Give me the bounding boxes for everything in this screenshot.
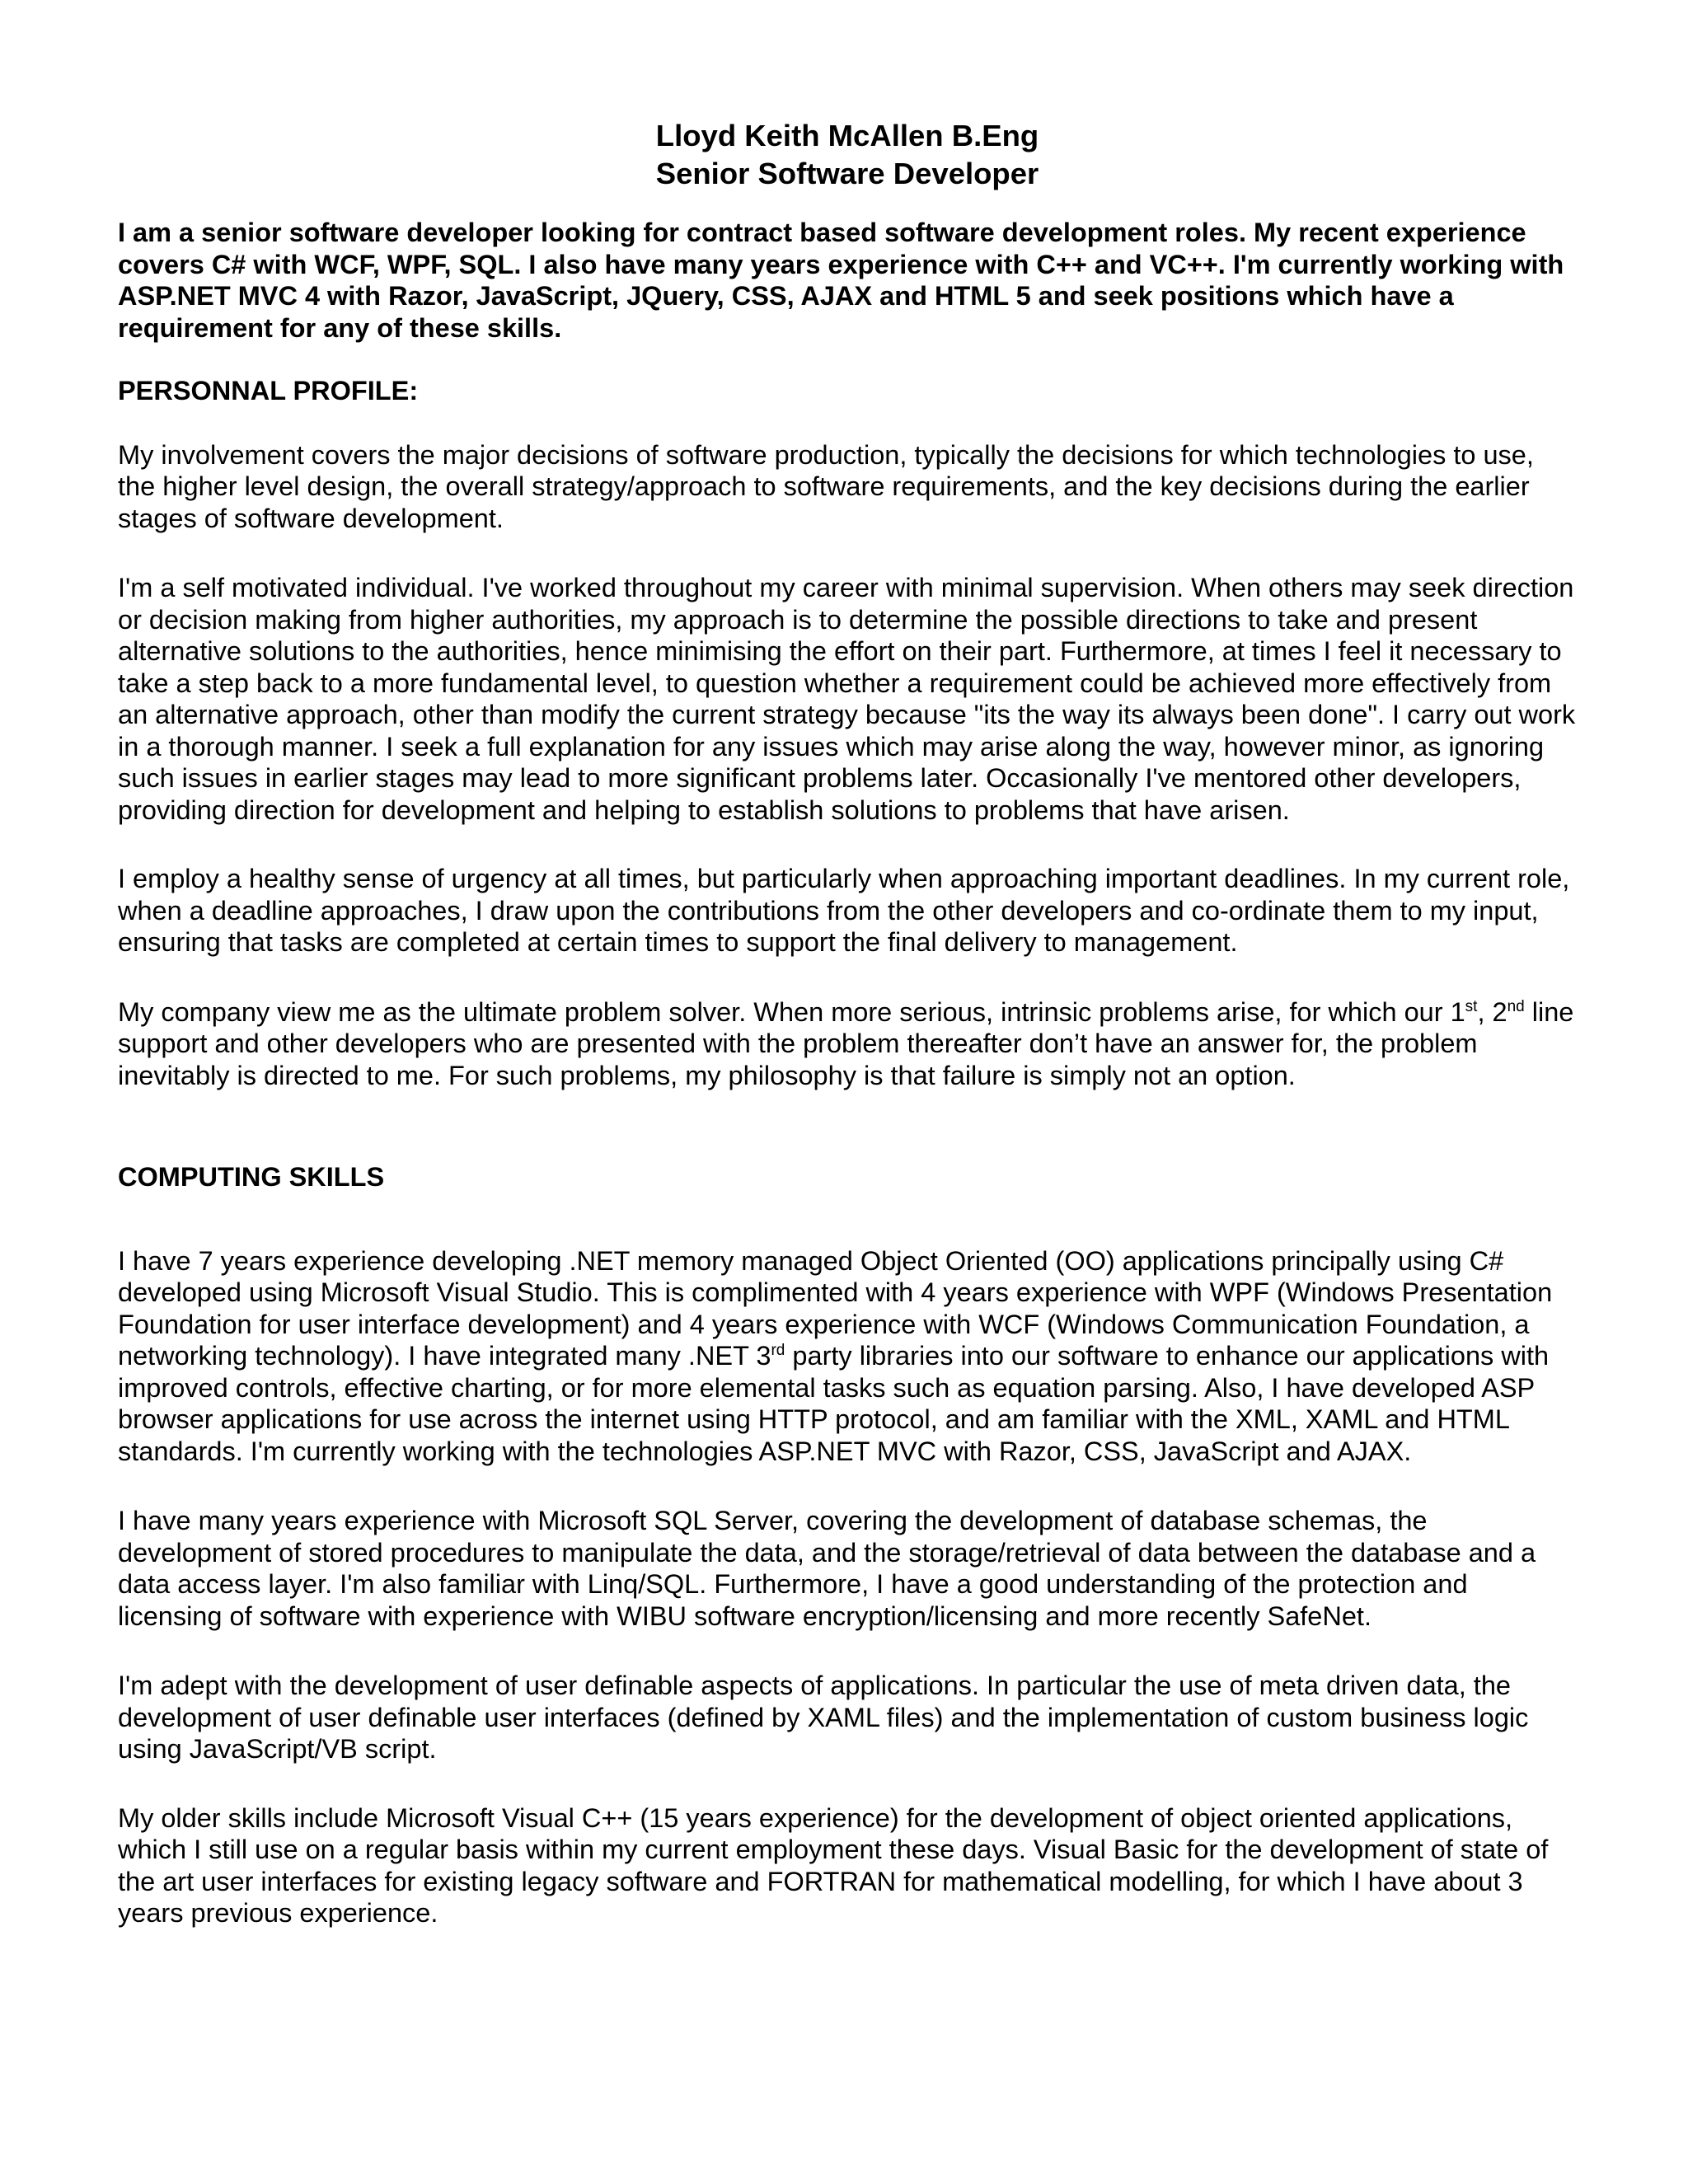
skills-paragraph-4: My older skills include Microsoft Visual C++ (15 years experience) for the development of object oriented applications, which I still use on a regular basis within my current employment these days. Visual Basic for the development of state of the art user interfaces for existing legacy software and FORTRAN for mathematical modelling, for which I have about 3 years previous experience. <box>118 1802 1549 1928</box>
profile-paragraph-1: My involvement covers the major decisions of software production, typically the decisions for which technologies to use, the higher level design, the overall strategy/approach to software requirements, and the key decisions during the earlier stages of software development. <box>118 439 1534 533</box>
profile-paragraph-2: I'm a self motivated individual. I've worked throughout my career with minimal supervision. When others may seek direction or decision making from higher authorities, my approach is to determine the possible directions to take and present alternative solutions to the authorities, hence minimising the effort on their part. Furthermore, at times I feel it necessary to take a step back to a more fundamental level, to question whether a requirement could be achieved more effectively from an alternative approach, other than modify the current strategy because "its the way its always been done". I carry out work in a thorough manner. I seek a full explanation for any issues which may arise along the way, however minor, as ignoring such issues in earlier stages may lead to more significant problems later. Occasionally I've mentored other developers, providing direction for development and helping to establish solutions to problems that have arisen. <box>118 573 1576 825</box>
skills-paragraph-1 <box>118 1245 1577 1468</box>
profile-paragraph-3: I employ a healthy sense of urgency at all times, but particularly when approaching important deadlines. In my current role, when a deadline approaches, I draw upon the contributions from the other developers and co-ordinate them to my input, ensuring that tasks are completed at certain times to support the final delivery to management. <box>118 864 1570 957</box>
ordinal-superscript-nd: nd <box>1507 997 1525 1015</box>
job-title: Senior Software Developer <box>655 157 1039 190</box>
cv-page <box>118 117 1577 1929</box>
profile-heading: PERSONNAL PROFILE: <box>118 376 419 405</box>
skills-heading: COMPUTING SKILLS <box>118 1162 385 1192</box>
skills-paragraph-1-text-a: I have 7 years experience developing .NET memory managed Object Oriented (OO) applications principally using C# developed using Microsoft Visual Studio. This is complimented with 4 years experience with WPF (Windows Presentation Foundation for user interface development) and 4 years experience with WCF (Windows Communication Foundation, a networking technology). I have integrated many .NET 3 <box>118 1245 1553 1371</box>
profile-paragraph-4-text-b: , 2 <box>1477 996 1507 1027</box>
profile-paragraph-4-text-a: My company view me as the ultimate problem solver. When more serious, intrinsic problems arise, for which our 1 <box>118 996 1465 1027</box>
intro-summary: I am a senior software developer looking for contract based software development roles. My recent experience covers C# with WCF, WPF, SQL. I also have many years experience with C++ and VC++. I'm currently working with ASP.NET MVC 4 with Razor, JavaScript, JQuery, CSS, AJAX and HTML 5 and seek positions which have a requirement for any of these skills. <box>118 218 1564 343</box>
profile-paragraph-4-text-c: line support and other developers who are presented with the problem thereafter don’t have an answer for, the problem inevitably is directed to me. For such problems, my philosophy is that failure is simply not an option. <box>118 996 1574 1090</box>
profile-paragraph-4 <box>118 996 1577 1092</box>
cv-header <box>118 117 1577 193</box>
skills-paragraph-1-text-b: party libraries into our software to enhance our applications with improved controls, effective charting, or for more elemental tasks such as equation parsing. Also, I have developed ASP browser applications for use across the internet using HTTP protocol, and am familiar with the XML, XAML and HTML standards. I'm currently working with the technologies ASP.NET MVC with Razor, CSS, JavaScript and AJAX. <box>118 1341 1550 1466</box>
ordinal-superscript-st: st <box>1465 997 1478 1015</box>
ordinal-superscript-rd: rd <box>771 1342 785 1359</box>
skills-paragraph-3: I'm adept with the development of user definable aspects of applications. In particular the use of meta driven data, the development of user definable user interfaces (defined by XAML files) and the implementation of custom business logic using JavaScript/VB script. <box>118 1671 1529 1764</box>
applicant-name: Lloyd Keith McAllen B.Eng <box>655 119 1039 152</box>
skills-paragraph-2: I have many years experience with Microsoft SQL Server, covering the development of database schemas, the development of stored procedures to manipulate the data, and the storage/retrieval of data between the database and a data access layer. I'm also familiar with Linq/SQL. Furthermore, I have a good understanding of the protection and licensing of software with experience with WIBU software encryption/licensing and more recently SafeNet. <box>118 1506 1536 1631</box>
